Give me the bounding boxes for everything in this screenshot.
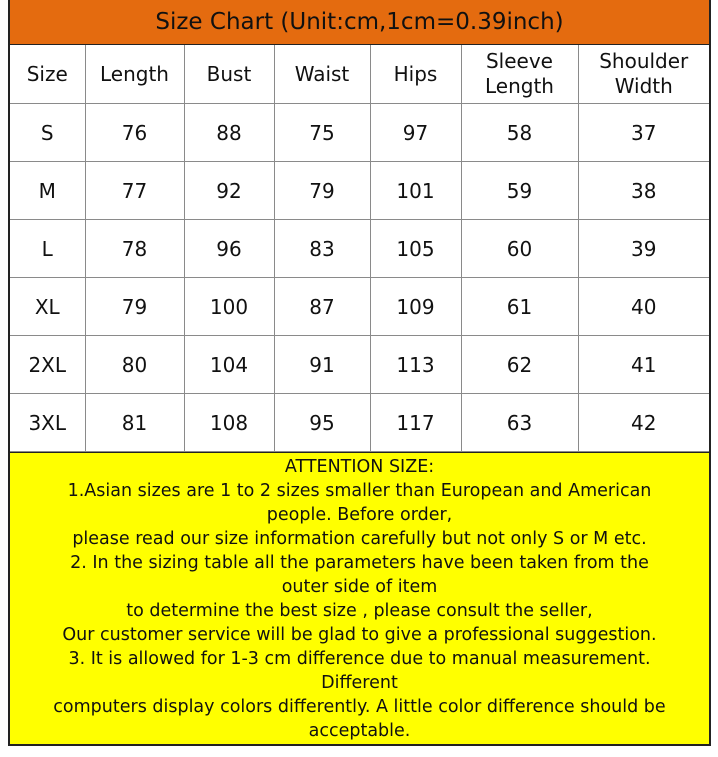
cell-bust: 96 [184, 220, 274, 278]
notes-line: acceptable. [308, 721, 411, 741]
cell-waist: 75 [274, 104, 370, 162]
notes-line: outer side of item [281, 577, 438, 597]
column-header-length: Length [85, 45, 184, 104]
cell-size: M [10, 162, 85, 220]
notes-line: 2. In the sizing table all the parameters have been taken from the [70, 553, 649, 573]
column-header-size: Size [10, 45, 85, 104]
size-chart [8, 0, 711, 746]
column-header-sleeve-length: Sleeve Length [461, 45, 578, 104]
notes-line: Different [321, 673, 398, 693]
cell-hips: 101 [370, 162, 461, 220]
cell-length: 80 [85, 336, 184, 394]
table-row [10, 336, 709, 394]
notes-line: people. Before order, [266, 505, 453, 525]
cell-sleeve-length: 62 [461, 336, 578, 394]
cell-size: 2XL [10, 336, 85, 394]
cell-length: 78 [85, 220, 184, 278]
table-row [10, 220, 709, 278]
cell-shoulder-width: 38 [578, 162, 709, 220]
notes-heading: ATTENTION SIZE: [284, 457, 435, 477]
notes-line: 1.Asian sizes are 1 to 2 sizes smaller than European and American [67, 481, 652, 501]
cell-waist: 91 [274, 336, 370, 394]
cell-bust: 88 [184, 104, 274, 162]
cell-shoulder-width: 39 [578, 220, 709, 278]
cell-length: 77 [85, 162, 184, 220]
cell-hips: 105 [370, 220, 461, 278]
cell-shoulder-width: 41 [578, 336, 709, 394]
notes-line: to determine the best size , please consult the seller, [126, 601, 593, 621]
cell-size: XL [10, 278, 85, 336]
cell-waist: 95 [274, 394, 370, 452]
column-header-waist: Waist [274, 45, 370, 104]
attention-notes [10, 452, 709, 746]
size-table [10, 45, 709, 452]
size-chart-title: Size Chart (Unit:cm,1cm=0.39inch) [10, 0, 709, 45]
cell-length: 79 [85, 278, 184, 336]
cell-sleeve-length: 60 [461, 220, 578, 278]
cell-size: S [10, 104, 85, 162]
cell-length: 81 [85, 394, 184, 452]
table-header-row [10, 45, 709, 104]
cell-hips: 113 [370, 336, 461, 394]
column-header-shoulder-width: Shoulder Width [578, 45, 709, 104]
table-row [10, 394, 709, 452]
cell-sleeve-length: 61 [461, 278, 578, 336]
cell-shoulder-width: 37 [578, 104, 709, 162]
cell-waist: 87 [274, 278, 370, 336]
cell-waist: 79 [274, 162, 370, 220]
cell-sleeve-length: 58 [461, 104, 578, 162]
notes-line: please read our size information carefully but not only S or M etc. [72, 529, 647, 549]
cell-sleeve-length: 63 [461, 394, 578, 452]
notes-line: computers display colors differently. A little color difference should be [53, 697, 666, 717]
column-header-hips: Hips [370, 45, 461, 104]
table-row [10, 104, 709, 162]
cell-shoulder-width: 40 [578, 278, 709, 336]
cell-bust: 104 [184, 336, 274, 394]
cell-hips: 117 [370, 394, 461, 452]
cell-hips: 97 [370, 104, 461, 162]
notes-line: 3. It is allowed for 1-3 cm difference due to manual measurement. [68, 649, 651, 669]
table-row [10, 278, 709, 336]
cell-sleeve-length: 59 [461, 162, 578, 220]
cell-bust: 100 [184, 278, 274, 336]
cell-bust: 108 [184, 394, 274, 452]
cell-waist: 83 [274, 220, 370, 278]
cell-bust: 92 [184, 162, 274, 220]
notes-line: Our customer service will be glad to give a professional suggestion. [62, 625, 657, 645]
cell-hips: 109 [370, 278, 461, 336]
cell-size: L [10, 220, 85, 278]
cell-length: 76 [85, 104, 184, 162]
cell-shoulder-width: 42 [578, 394, 709, 452]
table-row [10, 162, 709, 220]
cell-size: 3XL [10, 394, 85, 452]
column-header-bust: Bust [184, 45, 274, 104]
